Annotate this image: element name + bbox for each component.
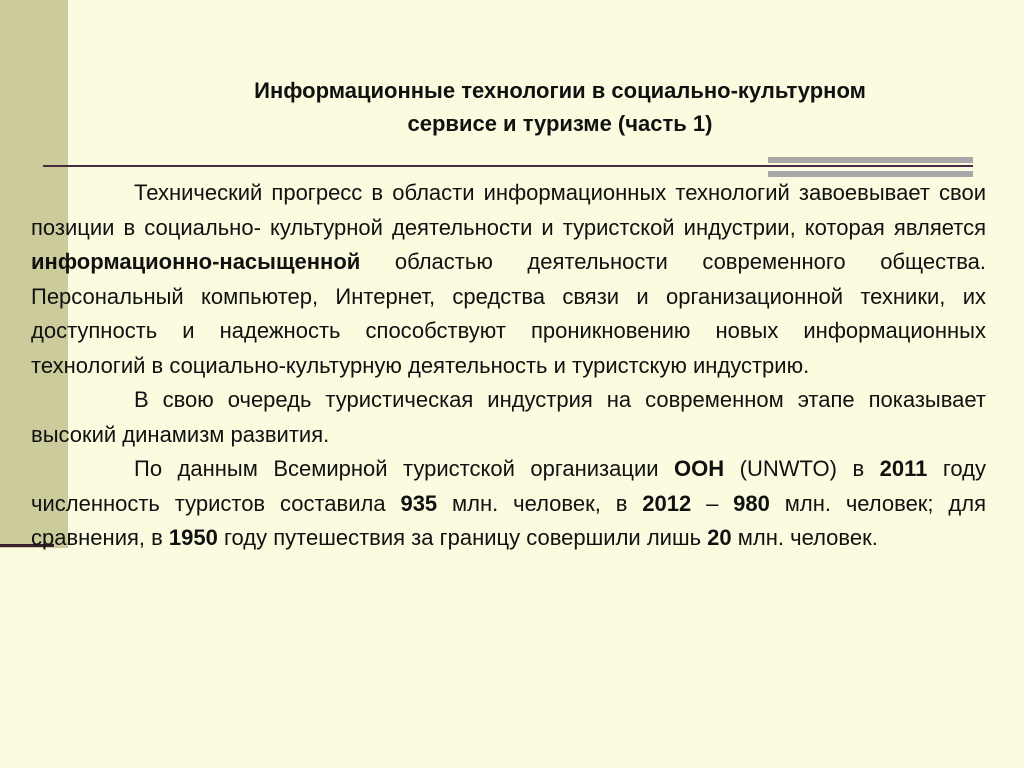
text-span: Технический прогресс в области информационных технологий завоевывает свои позиции в социально- культурной деятельности и туристской индустрии, которая является: [31, 180, 986, 240]
bold-number: 20: [707, 525, 732, 550]
text-span: (UNWTO) в: [724, 456, 880, 481]
bold-number: 1950: [168, 525, 218, 550]
slide-title-line-2: сервисе и туризме (часть 1): [407, 111, 713, 136]
text-span: –: [691, 490, 734, 516]
text-span: млн. человек.: [731, 525, 878, 550]
text-span: По данным Всемирной туристской организации: [134, 456, 675, 481]
bold-term: информационно-насыщенной: [31, 249, 361, 274]
paragraph-unwto-statistics: [31, 452, 986, 556]
bold-number: 2012: [642, 490, 692, 516]
text-span: В свою очередь туристическая индустрия на современном этапе показывает высокий динамизм развития.: [31, 387, 986, 447]
slide-title: [100, 74, 1020, 140]
text-span: млн. человек; для сравнения, в: [31, 490, 986, 550]
text-span: году путешествия за границу совершили лишь: [217, 525, 708, 550]
slide-title-line-1: Информационные технологии в социально-культурном: [254, 78, 866, 103]
paragraph-tourism-dynamics: [31, 383, 986, 452]
text-span: году численность туристов составила: [31, 456, 987, 516]
text-span: млн. человек, в: [437, 490, 643, 516]
bold-number: 2011: [879, 456, 928, 481]
bold-number: 935: [400, 490, 438, 516]
paragraph-tech-progress: [31, 176, 986, 383]
bold-term: ООН: [674, 456, 725, 481]
bold-number: 980: [733, 490, 770, 516]
text-span: областью деятельности современного общества. Персональный компьютер, Интернет, средства связи и организационной техники, их доступность и надежность способствуют проникновению новых информационных технологий в социально-культурную деятельность и туристскую индустрию.: [31, 249, 986, 378]
slide-body: [31, 176, 986, 556]
divider-accent-bar-top: [768, 157, 973, 163]
